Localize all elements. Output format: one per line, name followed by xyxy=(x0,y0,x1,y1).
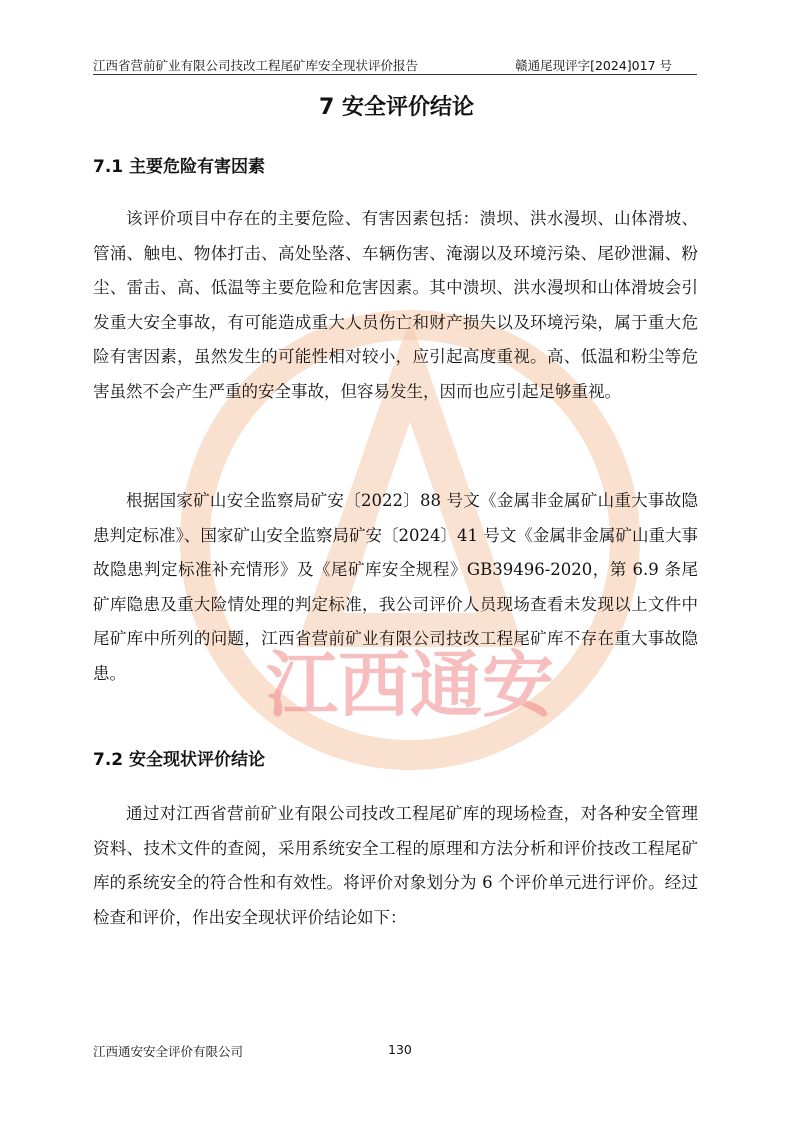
seal-center-text: 江西通安 xyxy=(265,643,555,727)
section-title: 7 安全评价结论 xyxy=(319,95,474,120)
paragraph-hazards: 该评价项目中存在的主要危险、有害因素包括：溃坝、洪水漫坝、山体滑坡、管涌、触电、物体打击、高处坠落、车辆伤害、淹溺以及环境污染、尾砂泄漏、粉尘、雷击、高、低温等主要危险和危害因素。其中溃坝、洪水漫坝和山体滑坡会引发重大安全事故，有可能造成重大人员伤亡和财产损失以及环境污染，属于重大危险有害因素，虽然发生的可能性相对较小，应引起高度重视。高、低温和粉尘等危害虽然不会产生严重的安全事故，但容易发生，因而也应引起足够重视。 xyxy=(93,209,698,401)
heading-7-2: 7.2 安全现状评价结论 xyxy=(93,750,266,770)
header-report-number: 赣通尾现评字[2024]017 号 xyxy=(515,58,672,73)
paragraph-conclusion: 通过对江西省营前矿业有限公司技改工程尾矿库的现场检查，对各种安全管理资料、技术文件的查阅，采用系统安全工程的原理和方法分析和评价技改工程尾矿库的系统安全的符合性和有效性。将评价对象划分为 6 个评价单元进行评价。经过检查和评价，作出安全现状评价结论如下： xyxy=(93,804,698,927)
page-header xyxy=(93,56,697,75)
header-report-title: 江西省营前矿业有限公司技改工程尾矿库安全现状评价报告 xyxy=(93,58,419,73)
paragraph-standards: 根据国家矿山安全监察局矿安〔2022〕88 号文《金属非金属矿山重大事故隐患判定标准》、国家矿山安全监察局矿安〔2024〕41 号文《金属非金属矿山重大事故隐患判定标准补充情形》及《尾矿库安全规程》GB39496-2020，第 6.9 条尾矿库隐患及重大险情处理的判定标准，我公司评价人员现场查看未发现以上文件中尾矿库中所列的问题，江西省营前矿业有限公司技改工程尾矿库不存在重大事故隐患。 xyxy=(93,491,698,683)
heading-7-1: 7.1 主要危险有害因素 xyxy=(93,157,266,177)
page-number: 130 xyxy=(388,1042,412,1057)
footer-company: 江西通安安全评价有限公司 xyxy=(93,1044,244,1059)
